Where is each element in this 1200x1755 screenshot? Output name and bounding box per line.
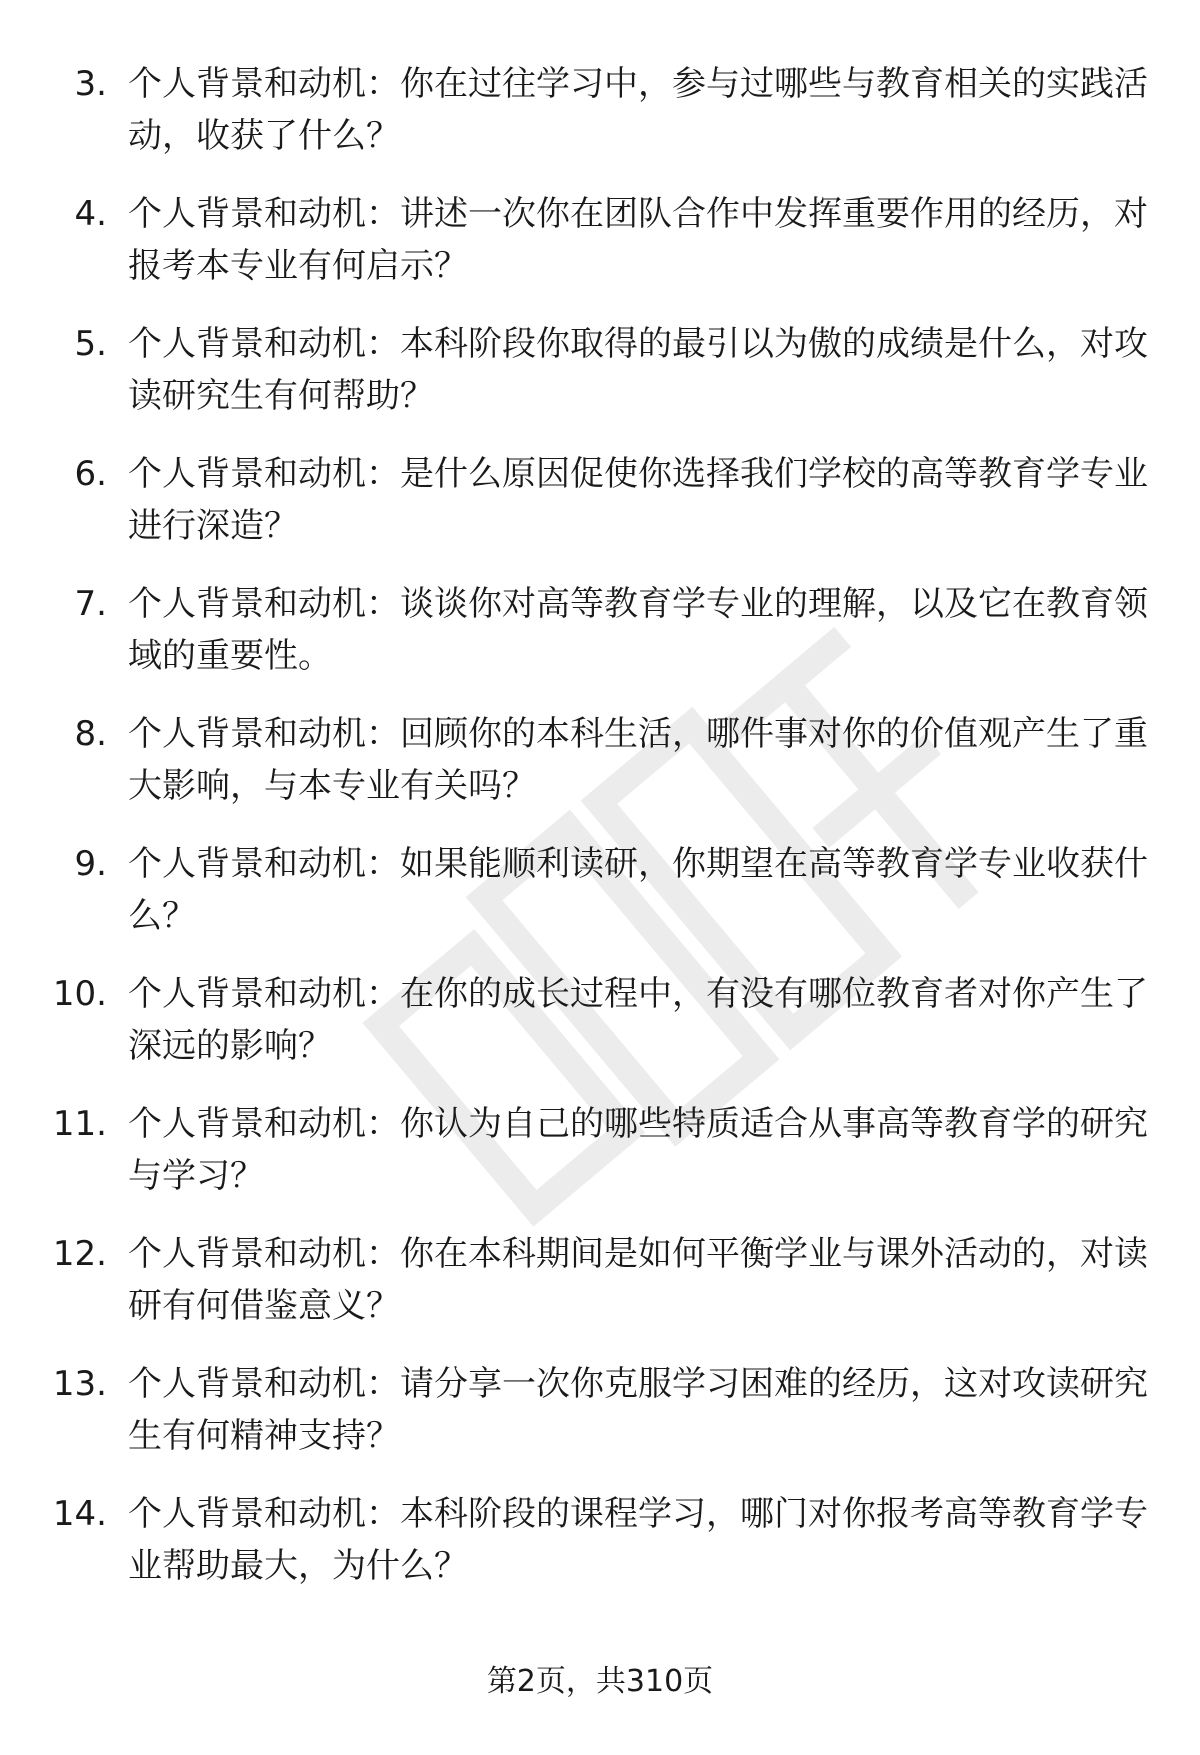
list-item [0,1358,1200,1488]
question-number: 14. [52,1494,107,1534]
list-item [0,1488,1200,1618]
question-number: 9. [74,844,107,884]
question-number: 3. [74,64,107,104]
list-item [0,1098,1200,1228]
question-text: 个人背景和动机：回顾你的本科生活，哪件事对你的价值观产生了重大影响，与本专业有关吗？ [128,714,1148,806]
question-number: 7. [74,584,107,624]
list-item [0,578,1200,708]
question-text: 个人背景和动机：你在本科期间是如何平衡学业与课外活动的，对读研有何借鉴意义？ [128,1234,1148,1326]
list-item [0,838,1200,968]
question-list [0,58,1200,1618]
question-text: 个人背景和动机：本科阶段的课程学习，哪门对你报考高等教育学专业帮助最大，为什么？ [128,1494,1148,1586]
question-text: 个人背景和动机：你在过往学习中，参与过哪些与教育相关的实践活动，收获了什么？ [128,64,1148,156]
list-item [0,58,1200,188]
question-number: 11. [52,1104,107,1144]
question-number: 4. [74,194,107,234]
question-number: 12. [52,1234,107,1274]
question-text: 个人背景和动机：你认为自己的哪些特质适合从事高等教育学的研究与学习？ [128,1104,1148,1196]
list-item [0,968,1200,1098]
list-item [0,1228,1200,1358]
list-item [0,708,1200,838]
question-number: 10. [52,974,107,1014]
question-text: 个人背景和动机：讲述一次你在团队合作中发挥重要作用的经历，对报考本专业有何启示？ [128,194,1148,286]
question-number: 5. [74,324,107,364]
question-text: 个人背景和动机：如果能顺利读研，你期望在高等教育学专业收获什么？ [128,844,1148,936]
question-text: 个人背景和动机：谈谈你对高等教育学专业的理解，以及它在教育领域的重要性。 [128,584,1148,676]
question-text: 个人背景和动机：本科阶段你取得的最引以为傲的成绩是什么，对攻读研究生有何帮助？ [128,324,1148,416]
list-item [0,318,1200,448]
list-item [0,188,1200,318]
question-number: 8. [74,714,107,754]
question-text: 个人背景和动机：请分享一次你克服学习困难的经历，这对攻读研究生有何精神支持？ [128,1364,1148,1456]
page-number: 第2页，共310页 [486,1664,714,1699]
question-number: 6. [74,454,107,494]
question-number: 13. [52,1364,107,1404]
question-text: 个人背景和动机：是什么原因促使你选择我们学校的高等教育学专业进行深造？ [128,454,1148,546]
list-item [0,448,1200,578]
question-text: 个人背景和动机：在你的成长过程中，有没有哪位教育者对你产生了深远的影响？ [128,974,1148,1066]
